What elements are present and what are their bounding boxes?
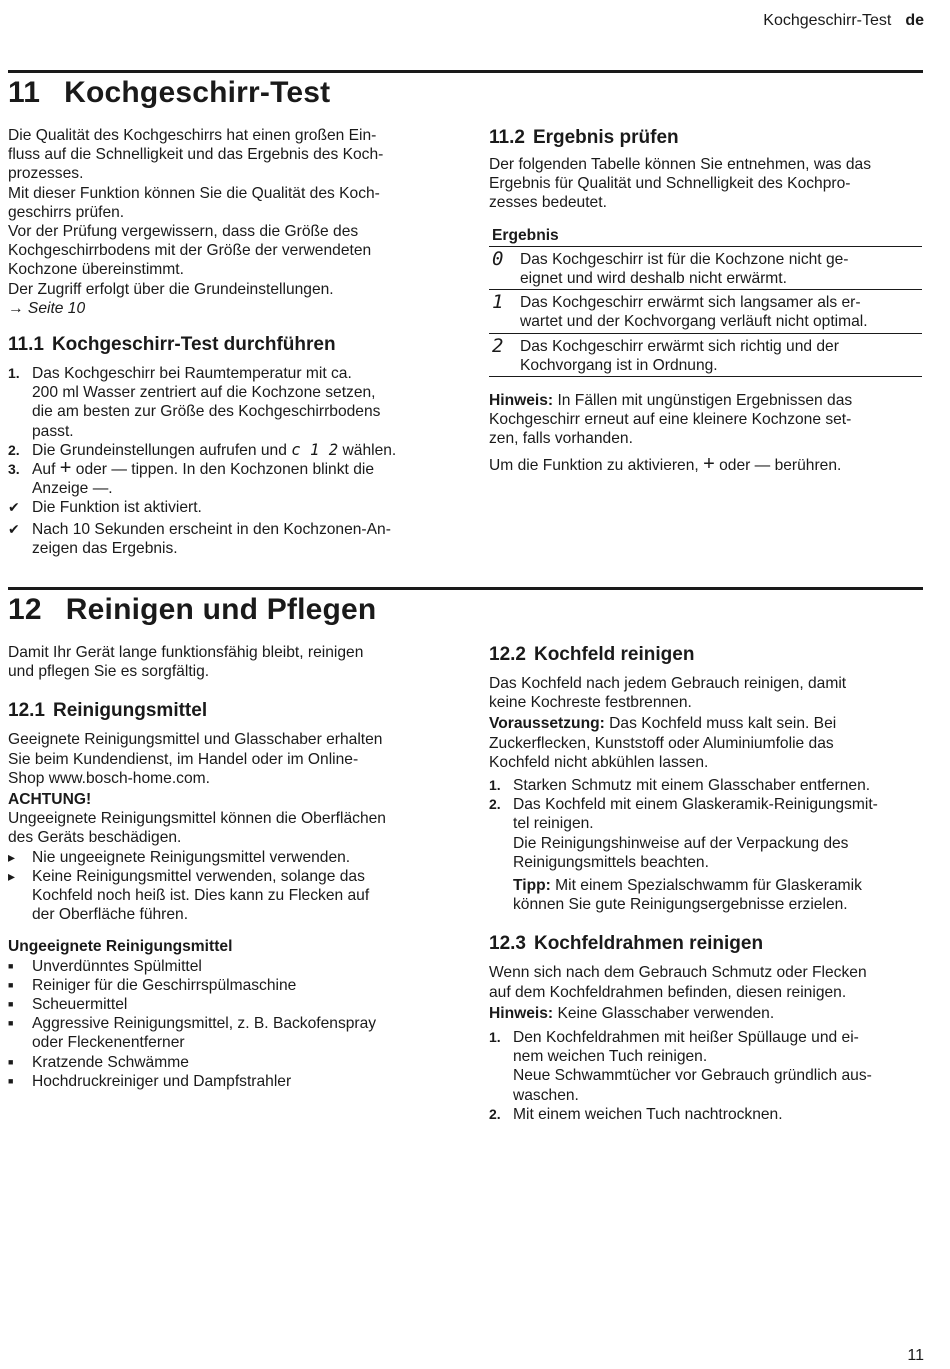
table-header-row [489,222,922,247]
precondition-paragraph [489,714,925,772]
step-number: 2. [8,441,20,458]
table-row [489,246,922,289]
chapter-12-right-column [489,643,925,1124]
list-item-text: Kratzende Schwämme [32,1053,189,1071]
intro-paragraph: Der Zugriff erfolgt über die Grundeinstellungen. [8,280,334,298]
result-description: Das Kochgeschirr ist für die Kochzone nicht ge- eignet und wird deshalb nicht erwärmt. [517,246,922,289]
page-number: 11 [907,1347,924,1364]
result-text: Die Funktion ist aktiviert. [32,499,202,517]
minus-icon: — [754,456,771,474]
square-bullet-icon: ■ [8,1056,14,1067]
intro-paragraph: Vor der Prüfung vergewissern, dass die Größe des Kochgeschirrbodens mit der Größe der verwendeten Kochzone übereinstimmt. [8,223,372,279]
step-number: 1. [8,365,20,382]
chapter-11-title [8,76,330,110]
list-item [8,976,448,995]
chapter-number: 12 [8,593,42,626]
note-text: Keine Glasschaber verwenden. [553,1004,775,1022]
section-title: Ergebnis prüfen [532,127,679,148]
step-text-part: wählen. [338,441,397,459]
note-paragraph [489,391,925,449]
step-text-part: . [108,480,113,498]
step-number: 1. [489,777,501,794]
procedure-list [8,364,448,558]
plus-icon: + [703,452,715,475]
section-title: Kochgeschirr-Test durchführen [51,334,336,356]
table-row [489,333,922,376]
procedure-list [489,776,925,872]
step-text: Den Kochfeldrahmen mit heißer Spüllauge und ei- nem weichen Tuch reinigen. Neue Schwammtücher vor Gebrauch gründlich aus- waschen. [513,1029,872,1104]
step-text [32,457,375,498]
list-item-text: Hochdruckreiniger und Dampfstrahler [32,1072,292,1090]
instruction-text: oder [714,456,755,474]
section-text: Wenn sich nach dem Gebrauch Schmutz oder Flecken auf dem Kochfeldrahmen befinden, diesen reinigen. [489,964,867,1001]
table-row [489,290,922,333]
checkmark-icon: ✔ [8,520,20,537]
square-bullet-icon: ■ [8,999,14,1010]
result-text: Nach 10 Sekunden erscheint in den Kochzonen-An- zeigen das Ergebnis. [32,520,391,557]
list-item [8,1014,448,1052]
chapter-12-left-column [8,643,448,1091]
list-item-text: Scheuermittel [32,996,128,1014]
instruction-text: berühren. [770,456,842,474]
minus-icon: — [111,461,127,479]
result-description: Das Kochgeschirr erwärmt sich langsamer als er- wartet und der Kochvorgang verläuft nicht optimal. [517,290,922,333]
step-number: 3. [8,461,20,478]
running-header [763,12,924,30]
list-item-text: Unverdünntes Spülmittel [32,957,202,975]
result-code-display: 0 [489,246,517,289]
intro-paragraph: Die Qualität des Kochgeschirrs hat einen großen Ein- fluss auf die Schnelligkeit und das Ergebnis des Koch- prozesses. [8,127,384,183]
section-number: 12.3 [489,933,526,955]
list-item [8,995,448,1014]
warning-actions [8,848,448,925]
plus-icon: + [59,457,72,480]
section-intro: Der folgenden Tabelle können Sie entnehmen, was das Ergebnis für Qualität und Schnelligkeit des Kochpro- zesses bedeutet. [489,156,872,212]
result-code-display: 2 [489,333,517,376]
list-item [8,1072,448,1091]
precondition-label: Voraussetzung: [489,715,605,733]
section-number: 12.1 [8,700,45,722]
section-11-1-heading [8,333,448,357]
section-12-1-heading [8,699,448,723]
list-item-text: Reiniger für die Geschirrspülmaschine [32,976,297,994]
note-text: In Fällen mit ungünstigen Ergebnissen das Kochgeschirr erneut auf eine kleinere Kochzone set- zen, falls vorhanden. [489,392,853,448]
table-header: Ergebnis [489,222,922,247]
list-item [8,441,448,460]
intro-paragraph: Damit Ihr Gerät lange funktionsfähig bleibt, reinigen und pflegen Sie es sorgfältig. [8,644,364,681]
square-bullet-icon: ■ [8,1018,14,1029]
note-label: Hinweis: [489,392,554,410]
chapter-number: 11 [8,76,41,109]
tip-label: Tipp: [513,877,551,895]
step-text: Das Kochgeschirr bei Raumtemperatur mit ca. 200 ml Wasser zentriert auf die Kochzone setzen, die am besten zur Größe des Kochgeschirrbodens passt. [32,365,381,440]
list-item [8,364,448,441]
section-text: Das Kochfeld nach jedem Gebrauch reinigen, damit keine Kochreste festbrennen. [489,675,847,712]
step-text: Das Kochfeld mit einem Glaskeramik-Reinigungsmit- tel reinigen. Die Reinigungshinweise auf der Verpackung des Reinigungsmittels beachten. [513,796,878,871]
result-table [489,222,922,377]
chapter-rule [8,70,923,73]
checkmark-icon: ✔ [8,499,20,516]
minus-icon: — [92,480,109,498]
list-item [8,957,448,976]
section-11-2-heading [489,126,925,150]
precondition-text: Das Kochfeld muss kalt sein. Bei Zuckerflecken, Kunststoff oder Aluminiumfolie das Kochfeld nicht abkühlen lassen. [489,715,837,771]
note-paragraph [489,1004,925,1023]
tip-paragraph [513,876,925,914]
step-text-part: Die Grundeinstellungen aufrufen und [32,441,292,459]
list-item [8,457,448,498]
section-number: 11.2 [489,127,525,148]
list-item-text: Aggressive Reinigungsmittel, z. B. Backofenspray oder Fleckenentferner [32,1015,377,1052]
triangle-bullet-icon: ▸ [8,867,16,884]
result-code-display: 1 [489,290,517,333]
chapter-11-left-column [8,126,448,558]
section-12-3-heading [489,932,925,956]
list-item [489,776,925,795]
list-item [8,848,448,867]
warning-label: ACHTUNG! [8,791,92,809]
section-text: Geeignete Reinigungsmittel und Glasschaber erhalten Sie beim Kundendienst, im Handel oder im Online- Shop www.bosch-home.com. [8,731,383,787]
header-section-title: Kochgeschirr-Test [763,12,892,29]
section-number: 11.1 [8,334,44,356]
chapter-12-title [8,593,376,627]
intro-paragraph: Mit dieser Funktion können Sie die Qualität des Koch- geschirrs prüfen. [8,184,380,221]
step-number: 2. [489,796,501,813]
page-reference-link[interactable]: → Seite 10 [8,299,86,317]
step-text-part: oder [71,461,112,479]
section-title: Kochfeldrahmen reinigen [533,933,764,955]
square-bullet-icon: ■ [8,1075,14,1086]
list-item [8,498,448,517]
square-bullet-icon: ■ [8,960,14,971]
step-text [32,441,396,460]
list-item [8,520,448,558]
display-code-c12: c 1 2 [291,440,339,459]
chapter-rule [8,587,923,590]
step-text-part: tippen. In den Kochzonen blinkt die Anzeige [32,461,375,498]
step-text: Mit einem weichen Tuch nachtrocknen. [513,1105,783,1123]
square-bullet-icon: ■ [8,979,14,990]
step-number: 1. [489,1029,501,1046]
chapter-title-text: Reinigen und Pflegen [65,593,377,626]
action-text: Keine Reinigungsmittel verwenden, solange das Kochfeld noch heiß ist. Dies kann zu Flecken auf der Oberfläche führen. [32,867,370,924]
unsuitable-cleaners-list [8,957,448,1091]
list-item [489,795,925,872]
header-language: de [905,12,924,29]
procedure-list [489,1028,925,1124]
step-number: 2. [489,1105,501,1122]
tip-text: Mit einem Spezialschwamm für Glaskeramik können Sie gute Reinigungsergebnisse erzielen. [513,877,862,914]
warning-text: Ungeeignete Reinigungsmittel können die Oberflächen des Geräts beschädigen. [8,810,386,847]
step-text-part: Auf [32,461,60,479]
instruction-text: Um die Funktion zu aktivieren, [489,456,704,474]
section-title: Kochfeld reinigen [533,644,695,665]
triangle-bullet-icon: ▸ [8,848,16,865]
step-text: Starken Schmutz mit einem Glasschaber entfernen. [513,777,871,795]
note-label: Hinweis: [489,1004,554,1022]
chapter-title-text: Kochgeschirr-Test [64,76,331,109]
list-item [489,1028,925,1105]
list-item [8,867,448,925]
list-title: Ungeeignete Reinigungsmittel [8,938,233,956]
list-item [489,1105,925,1124]
activate-instruction [489,452,925,475]
section-title: Reinigungsmittel [52,700,208,722]
section-12-2-heading [489,643,925,667]
section-number: 12.2 [489,644,526,665]
action-text: Nie ungeeignete Reinigungsmittel verwenden. [32,848,351,866]
chapter-11-right-column [489,126,925,475]
list-item [8,1053,448,1072]
result-description: Das Kochgeschirr erwärmt sich richtig und der Kochvorgang ist in Ordnung. [517,333,922,376]
